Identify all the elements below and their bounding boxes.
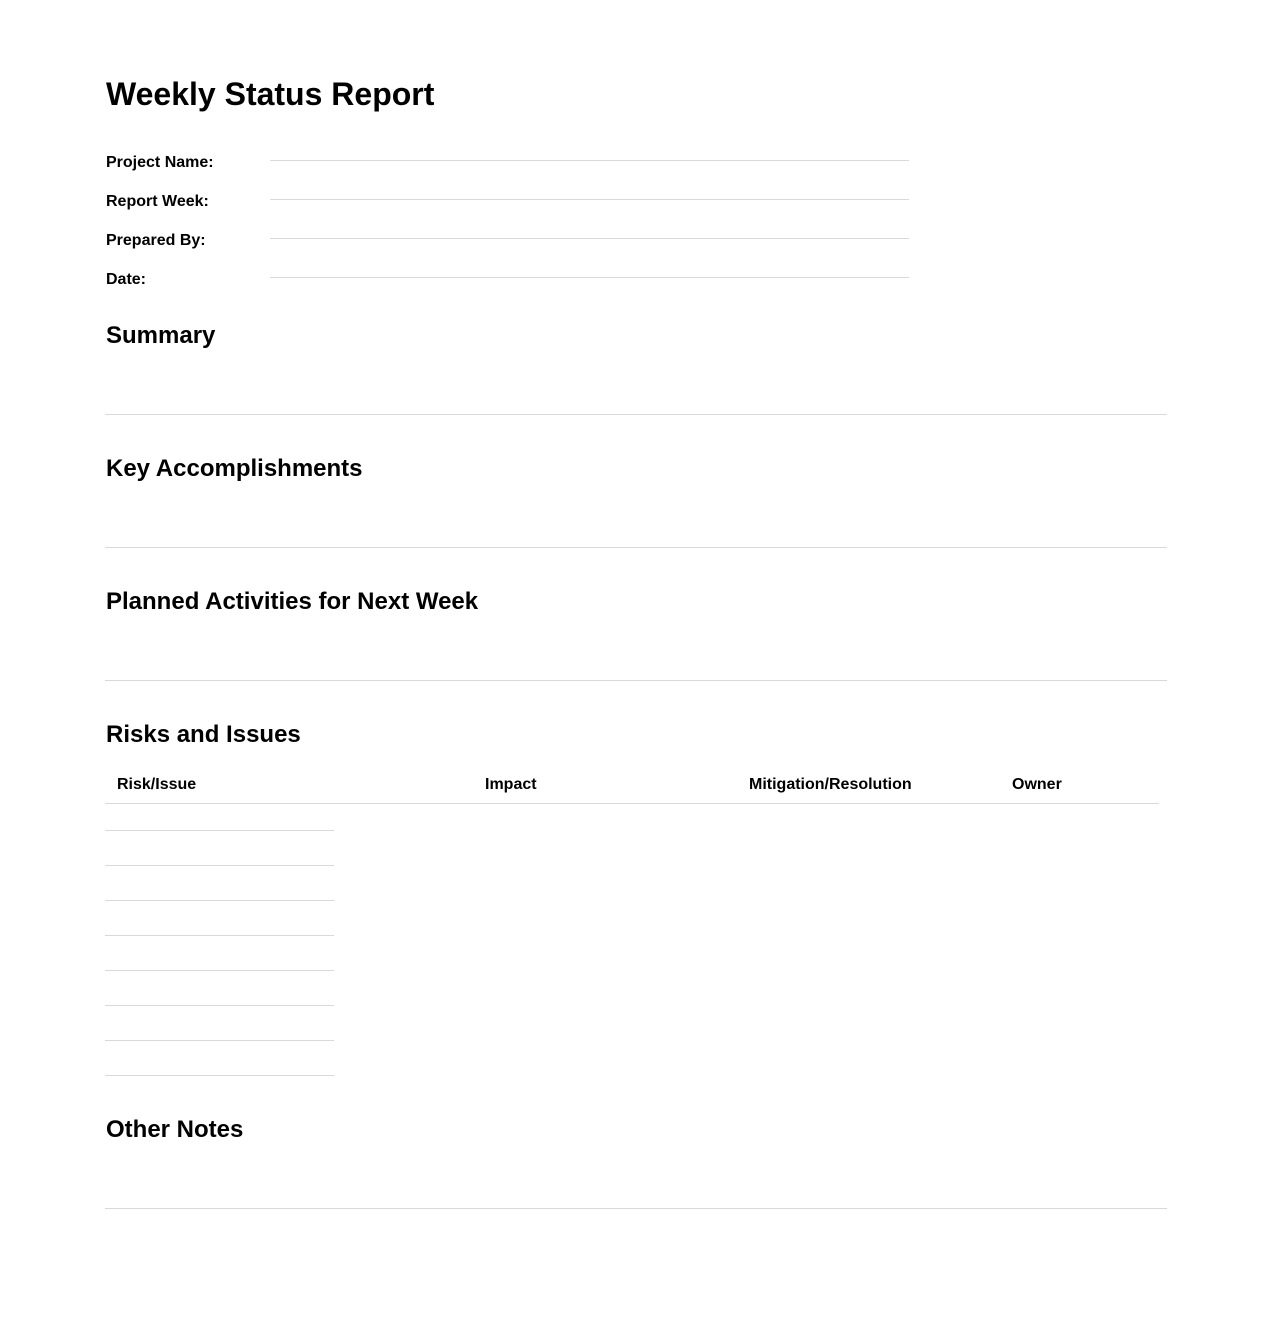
summary-input-area[interactable]: [105, 414, 1167, 415]
table-row[interactable]: [105, 866, 334, 901]
date-label: Date:: [106, 271, 147, 288]
table-row[interactable]: [105, 796, 334, 831]
report-week-field[interactable]: [270, 199, 909, 200]
table-row[interactable]: [105, 901, 334, 936]
date-field[interactable]: [270, 277, 909, 278]
summary-heading: Summary: [106, 322, 216, 349]
table-row[interactable]: [105, 1006, 334, 1041]
prepared-by-row: [106, 229, 910, 253]
table-row[interactable]: [105, 1041, 334, 1076]
planned-activities-input-area[interactable]: [105, 680, 1167, 681]
table-row[interactable]: [105, 831, 334, 866]
report-title: Weekly Status Report: [106, 76, 435, 112]
mitigation-column-header: Mitigation/Resolution: [749, 776, 912, 793]
prepared-by-label: Prepared By:: [106, 232, 206, 249]
other-notes-input-area[interactable]: [105, 1208, 1167, 1209]
table-row[interactable]: [105, 971, 334, 1006]
report-week-row: [106, 190, 910, 214]
report-week-label: Report Week:: [106, 193, 209, 210]
date-row: [106, 268, 910, 292]
project-name-field[interactable]: [270, 160, 909, 161]
accomplishments-heading: Key Accomplishments: [106, 455, 363, 482]
risk-issue-column-header: Risk/Issue: [117, 776, 197, 793]
risks-heading: Risks and Issues: [106, 721, 301, 748]
owner-column-header: Owner: [1012, 776, 1062, 793]
planned-activities-heading: Planned Activities for Next Week: [106, 588, 479, 615]
other-notes-heading: Other Notes: [106, 1116, 244, 1143]
project-name-row: [106, 151, 910, 175]
prepared-by-field[interactable]: [270, 238, 909, 239]
table-row[interactable]: [105, 936, 334, 971]
accomplishments-input-area[interactable]: [105, 547, 1167, 548]
impact-column-header: Impact: [485, 776, 537, 793]
project-name-label: Project Name:: [106, 154, 214, 171]
